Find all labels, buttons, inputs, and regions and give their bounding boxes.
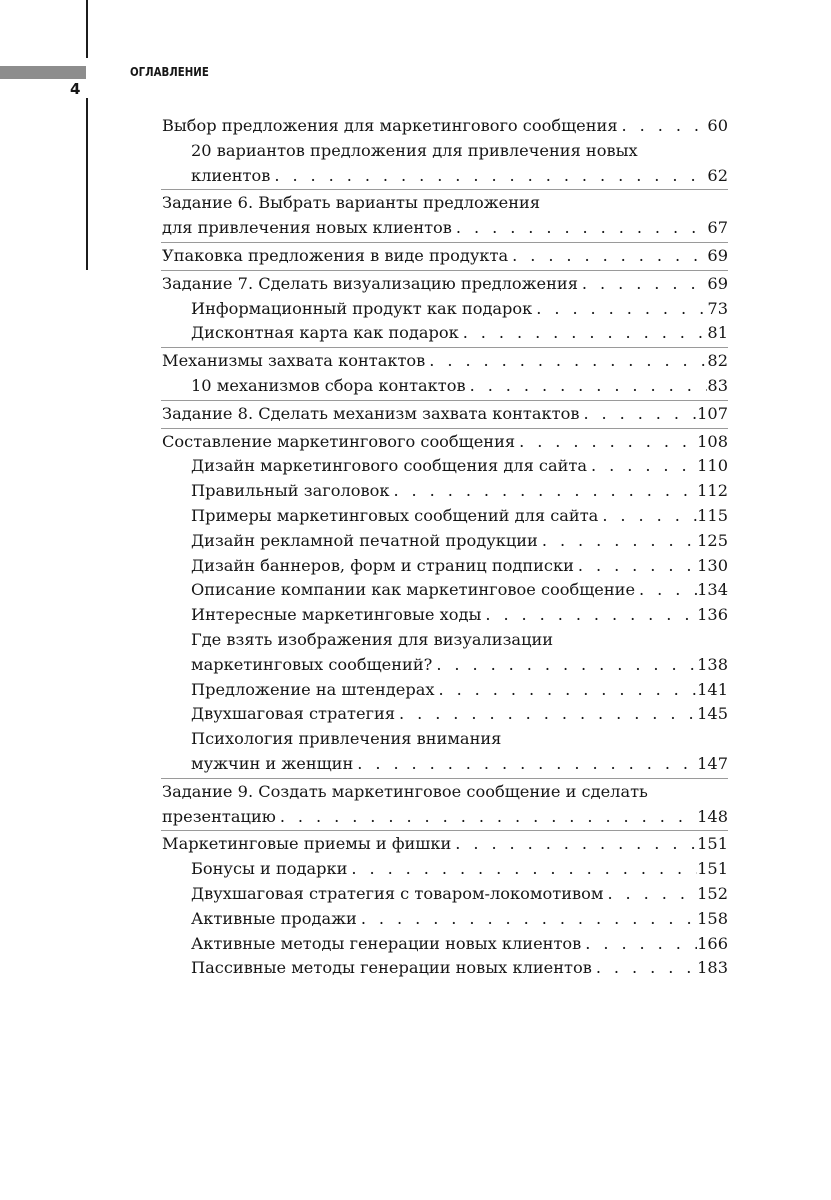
toc-entry-title: Бонусы и подарки [191,859,348,879]
dot-leader [592,956,697,981]
toc-entry-title: Задание 7. Сделать визуализацию предложения [162,273,578,293]
page-tab-bar [0,66,86,79]
toc-entry[interactable] [162,454,728,479]
table-of-contents [162,114,728,981]
toc-entry-title-line: Психология привлечения внимания [191,729,502,749]
toc-entry-page: 69 [707,273,728,293]
margin-rule-top [86,0,88,58]
toc-entry-page: 125 [697,530,728,550]
dot-leader [508,244,707,269]
toc-entry[interactable] [162,780,728,830]
dot-leader [635,578,697,603]
toc-entry-title: для привлечения новых клиентов [162,218,452,238]
toc-entry[interactable] [162,628,728,678]
section-divider [161,830,728,831]
toc-entry-page: 73 [707,298,728,318]
toc-entry-page: 151 [697,859,728,879]
toc-entry-title: маркетинговых сообщений? [191,654,433,674]
dot-leader [538,529,697,554]
dot-leader [395,702,697,727]
dot-leader [598,504,697,529]
toc-entry-page: 152 [697,883,728,903]
toc-entry-page: 115 [697,505,728,525]
section-divider [161,347,728,348]
toc-entry-title: Двухшаговая стратегия с товаром-локомотивом [191,883,604,903]
toc-entry-title: Примеры маркетинговых сообщений для сайта [191,505,599,525]
toc-entry-title: Дизайн маркетингового сообщения для сайта [191,456,588,476]
toc-entry-page: 134 [697,580,728,600]
toc-entry-page: 141 [697,679,728,699]
toc-entry[interactable] [162,374,728,399]
toc-entry-title: клиентов [191,165,271,185]
toc-entry[interactable] [162,529,728,554]
dot-leader [357,907,697,932]
toc-entry[interactable] [162,430,728,455]
dot-leader [532,297,707,322]
dot-leader [451,832,697,857]
dot-leader [515,430,697,455]
toc-entry[interactable] [162,727,728,777]
dot-leader [270,164,707,189]
toc-entry-page: 62 [707,165,728,185]
toc-entry-title: Упаковка предложения в виде продукта [162,245,509,265]
toc-entry-title: Двухшаговая стратегия [191,704,396,724]
dot-leader [578,272,707,297]
toc-entry-page: 148 [697,806,728,826]
dot-leader [389,479,697,504]
toc-entry-title-line: Где взять изображения для визуализации [191,629,554,649]
toc-entry[interactable] [162,114,728,139]
dot-leader [481,603,697,628]
toc-entry[interactable] [162,139,728,189]
toc-entry-title: Информационный продукт как подарок [191,298,533,318]
toc-entry-title: Активные методы генерации новых клиентов [191,933,582,953]
toc-entry[interactable] [162,349,728,374]
dot-leader [434,678,697,703]
toc-entry-title: Правильный заголовок [191,481,390,501]
section-divider [161,270,728,271]
toc-entry[interactable] [162,932,728,957]
dot-leader [587,454,697,479]
toc-entry-page: 138 [697,654,728,674]
toc-entry[interactable] [162,907,728,932]
toc-entry-page: 136 [697,605,728,625]
section-divider [161,189,728,190]
toc-entry[interactable] [162,603,728,628]
dot-leader [347,857,697,882]
toc-entry-page: 151 [697,834,728,854]
toc-entry-title: мужчин и женщин [191,753,354,773]
toc-entry-page: 108 [697,431,728,451]
toc-entry-page: 81 [707,323,728,343]
toc-entry-title: Выбор предложения для маркетингового сообщения [162,116,618,135]
toc-entry-title: Дизайн рекламной печатной продукции [191,530,538,550]
dot-leader [579,402,697,427]
section-divider [161,778,728,779]
dot-leader [459,321,708,346]
toc-entry-title: Дизайн баннеров, форм и страниц подписки [191,555,574,575]
toc-entry[interactable] [162,191,728,241]
section-divider [161,400,728,401]
toc-entry-page: 60 [707,116,728,135]
toc-entry[interactable] [162,479,728,504]
toc-entry-title: Дисконтная карта как подарок [191,323,459,343]
toc-entry-title: Активные продажи [191,908,357,928]
toc-entry[interactable] [162,504,728,529]
toc-entry-title: Механизмы захвата контактов [162,351,426,371]
toc-entry[interactable] [162,402,728,427]
dot-leader [466,374,708,399]
dot-leader [276,805,697,830]
toc-entry[interactable] [162,857,728,882]
toc-entry-page: 67 [707,218,728,238]
toc-entry-title: 10 механизмов сбора контактов [191,375,466,395]
toc-entry-page: 112 [697,481,728,501]
dot-leader [581,932,697,957]
toc-entry-page: 130 [697,555,728,575]
toc-entry-title-line: Задание 9. Создать маркетинговое сообщение и сделать [162,781,648,801]
toc-entry[interactable] [162,321,728,346]
toc-entry[interactable] [162,678,728,703]
toc-entry-page: 69 [707,245,728,265]
dot-leader [432,653,697,678]
toc-entry-title: Интересные маркетинговые ходы [191,605,482,625]
page-number: 4 [70,80,81,98]
toc-entry[interactable] [162,244,728,269]
toc-entry-page: 183 [697,958,728,978]
margin-rule-bottom [86,98,88,270]
toc-entry-title: Описание компании как маркетинговое сообщение [191,580,636,600]
dot-leader [574,554,697,579]
toc-entry[interactable] [162,702,728,727]
toc-entry-title: Пассивные методы генерации новых клиентов [191,958,592,978]
toc-entry-title: Маркетинговые приемы и фишки [162,834,452,854]
running-header: ОГЛАВЛЕНИЕ [130,65,209,79]
toc-entry-page: 158 [697,908,728,928]
toc-entry[interactable] [162,272,728,297]
toc-entry-page: 110 [697,456,728,476]
section-divider [161,428,728,429]
toc-entry-title: Предложение на штендерах [191,679,435,699]
toc-entry[interactable] [162,832,728,857]
toc-entry-title-line: Задание 6. Выбрать варианты предложения [162,193,541,213]
dot-leader [452,216,707,241]
toc-entry[interactable] [162,554,728,579]
toc-entry[interactable] [162,297,728,322]
toc-entry-title: Задание 8. Сделать механизм захвата контактов [162,403,580,423]
toc-entry[interactable] [162,578,728,603]
section-divider [161,242,728,243]
dot-leader [618,114,708,139]
toc-entry-title: презентацию [162,806,276,826]
dot-leader [425,349,707,374]
toc-entry-page: 166 [697,933,728,953]
dot-leader [353,752,697,777]
dot-leader [603,882,697,907]
toc-entry-page: 145 [697,704,728,724]
toc-entry-title: Составление маркетингового сообщения [162,431,516,451]
toc-entry-title-line: 20 вариантов предложения для привлечения новых [191,140,638,160]
toc-entry-page: 107 [697,403,728,423]
toc-entry-page: 147 [697,753,728,773]
toc-entry-page: 82 [707,351,728,371]
toc-entry[interactable] [162,956,728,981]
toc-entry[interactable] [162,882,728,907]
toc-entry-page: 83 [707,375,728,395]
